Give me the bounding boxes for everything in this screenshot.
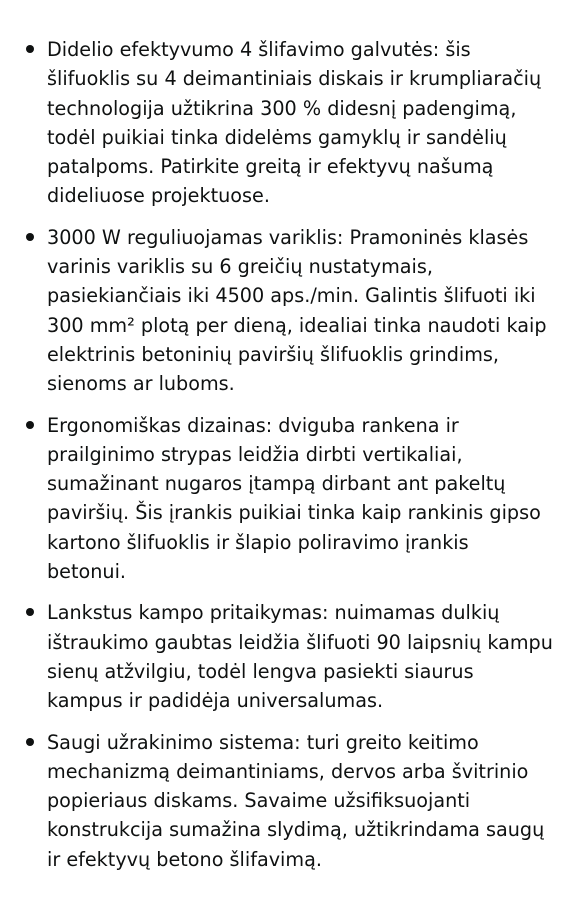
feature-item-angle-adjustment	[0, 598, 561, 715]
feature-text: Ergonomiškas dizainas: dviguba rankena ir prailginimo strypas leidžia dirbti vertikaliai, sumažinant nugaros įtampą dirbant ant pakeltų paviršių. Šis įrankis puikiai tinka kaip rankinis gipso kartono šlifuoklis ir šlapio poliravimo įrankis betonui.	[47, 413, 541, 584]
bullet-icon	[26, 738, 34, 746]
feature-item-ergonomic-design	[0, 411, 561, 587]
feature-item-locking-system	[0, 728, 561, 874]
feature-text: 3000 W reguliuojamas variklis: Pramoninės klasės varinis variklis su 6 greičių nustatymais, pasiekiančiais iki 4500 aps./min. Galintis šlifuoti iki 300 mm² plotą per dieną, idealiai tinka naudoti kaip elektrinis betoninių paviršių šlifuoklis grindims, sienoms ar luboms.	[47, 225, 547, 396]
bullet-icon	[26, 421, 34, 429]
bullet-icon	[26, 233, 34, 241]
bullet-icon	[26, 45, 34, 53]
feature-item-motor	[0, 223, 561, 399]
feature-text: Lankstus kampo pritaikymas: nuimamas dulkių ištraukimo gaubtas leidžia šlifuoti 90 laipsnių kampu sienų atžvilgiu, todėl lengva pasiekti siaurus kampus ir padidėja universalumas.	[47, 601, 553, 713]
feature-item-high-efficiency-heads	[0, 35, 561, 211]
feature-text: Didelio efektyvumo 4 šlifavimo galvutės: šis šlifuoklis su 4 deimantiniais diskais ir krumpliaračių technologija užtikrina 300 % didesnį padengimą, todėl puikiai tinka didelėms gamyklų ir sandėlių patalpoms. Patirkite greitą ir efektyvų našumą dideliuose projektuose.	[47, 38, 542, 208]
feature-text: Saugi užrakinimo sistema: turi greito keitimo mechanizmą deimantiniams, dervos arba švitrinio popieriaus diskams. Savaime užsifiksuojanti konstrukcija sumažina slydimą, užtikrindama saugų ir efektyvų betono šlifavimą.	[47, 730, 545, 871]
bullet-icon	[26, 608, 34, 616]
